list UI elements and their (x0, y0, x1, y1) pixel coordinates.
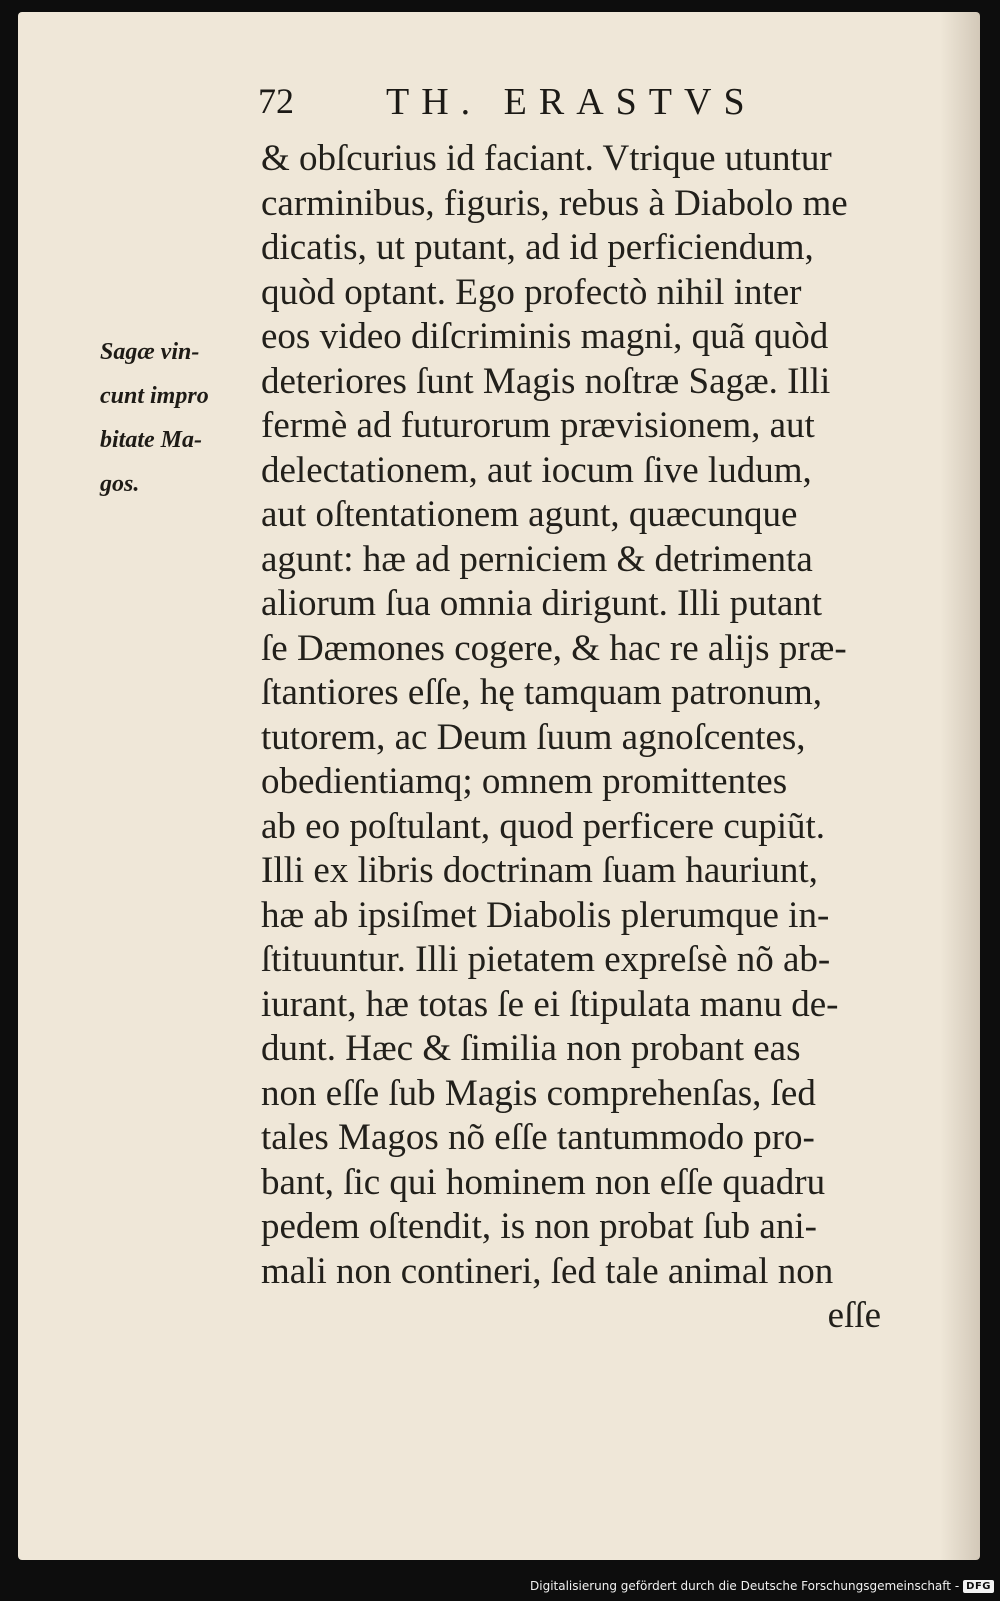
text-line: & obſcurius id faciant. Vtrique utuntur (261, 138, 832, 179)
text-line: obedientiamq; omnem promittentes (261, 761, 788, 802)
book-page (18, 12, 980, 1560)
margin-note-line: cunt impro (100, 383, 209, 409)
text-line: carminibus, figuris, rebus à Diabolo me (261, 182, 848, 224)
text-line: eos video diſcriminis magni, quã quòd (261, 316, 829, 357)
text-line: mali non contineri, ſed tale animal non (261, 1250, 834, 1292)
text-line: dunt. Hæc & ſimilia non probant eas (261, 1028, 801, 1069)
text-line: non eſſe ſub Magis comprehenſas, ſed (261, 1072, 816, 1114)
text-line: iurant, hæ totas ſe ei ſtipulata manu de- (261, 983, 839, 1025)
body-text (261, 137, 951, 1339)
text-line: agunt: hæ ad perniciem & detrimenta (261, 538, 813, 580)
text-line: delectationem, aut iocum ſive ludum, (261, 449, 812, 491)
footer-credit: Digitalisierung gefördert durch die Deutsche Forschungsgemeinschaft - (530, 1579, 960, 1593)
margin-note-line: bitate Ma- (100, 427, 202, 453)
margin-note (100, 330, 250, 506)
text-line: deteriores ſunt Magis noſtræ Sagæ. Illi (261, 360, 831, 402)
text-line: fermè ad futurorum prævisionem, aut (261, 405, 815, 446)
text-line: dicatis, ut putant, ad id perficiendum, (261, 227, 814, 268)
text-line: bant, ſic qui hominem non eſſe quadru (261, 1161, 826, 1203)
text-line: pedem oſtendit, is non probat ſub ani- (261, 1206, 817, 1247)
text-line: tutorem, ac Deum ſuum agnoſcentes, (261, 716, 806, 758)
text-line: hæ ab ipsiſmet Diabolis plerumque in- (261, 894, 830, 936)
text-line: ab eo poſtulant, quod perficere cupiũt. (261, 805, 826, 847)
margin-note-line: Sagæ vin- (100, 339, 200, 365)
page-header (258, 80, 818, 130)
text-line: aut oſtentationem agunt, quæcunque (261, 494, 798, 535)
text-line: Illi ex libris doctrinam ſuam hauriunt, (261, 850, 818, 891)
page-number: 72 (258, 81, 294, 121)
catchword: eſſe (827, 1295, 881, 1336)
text-line: ſtantiores eſſe, hę tamquam patronum, (261, 672, 822, 713)
text-line: aliorum ſua omnia dirigunt. Illi putant (261, 583, 823, 624)
text-line: tales Magos nõ eſſe tantummodo pro- (261, 1117, 815, 1158)
text-line: ſe Dæmones cogere, & hac re alijs præ- (261, 627, 847, 669)
text-line: ſtituuntur. Illi pietatem expreſsè nõ ab- (261, 939, 831, 980)
text-line: quòd optant. Ego profectò nihil inter (261, 271, 802, 313)
dfg-logo-icon: DFG (963, 1580, 994, 1593)
margin-note-line: gos. (100, 471, 140, 497)
digitization-footer (530, 1575, 994, 1597)
running-title: TH. ERASTVS (386, 81, 757, 123)
